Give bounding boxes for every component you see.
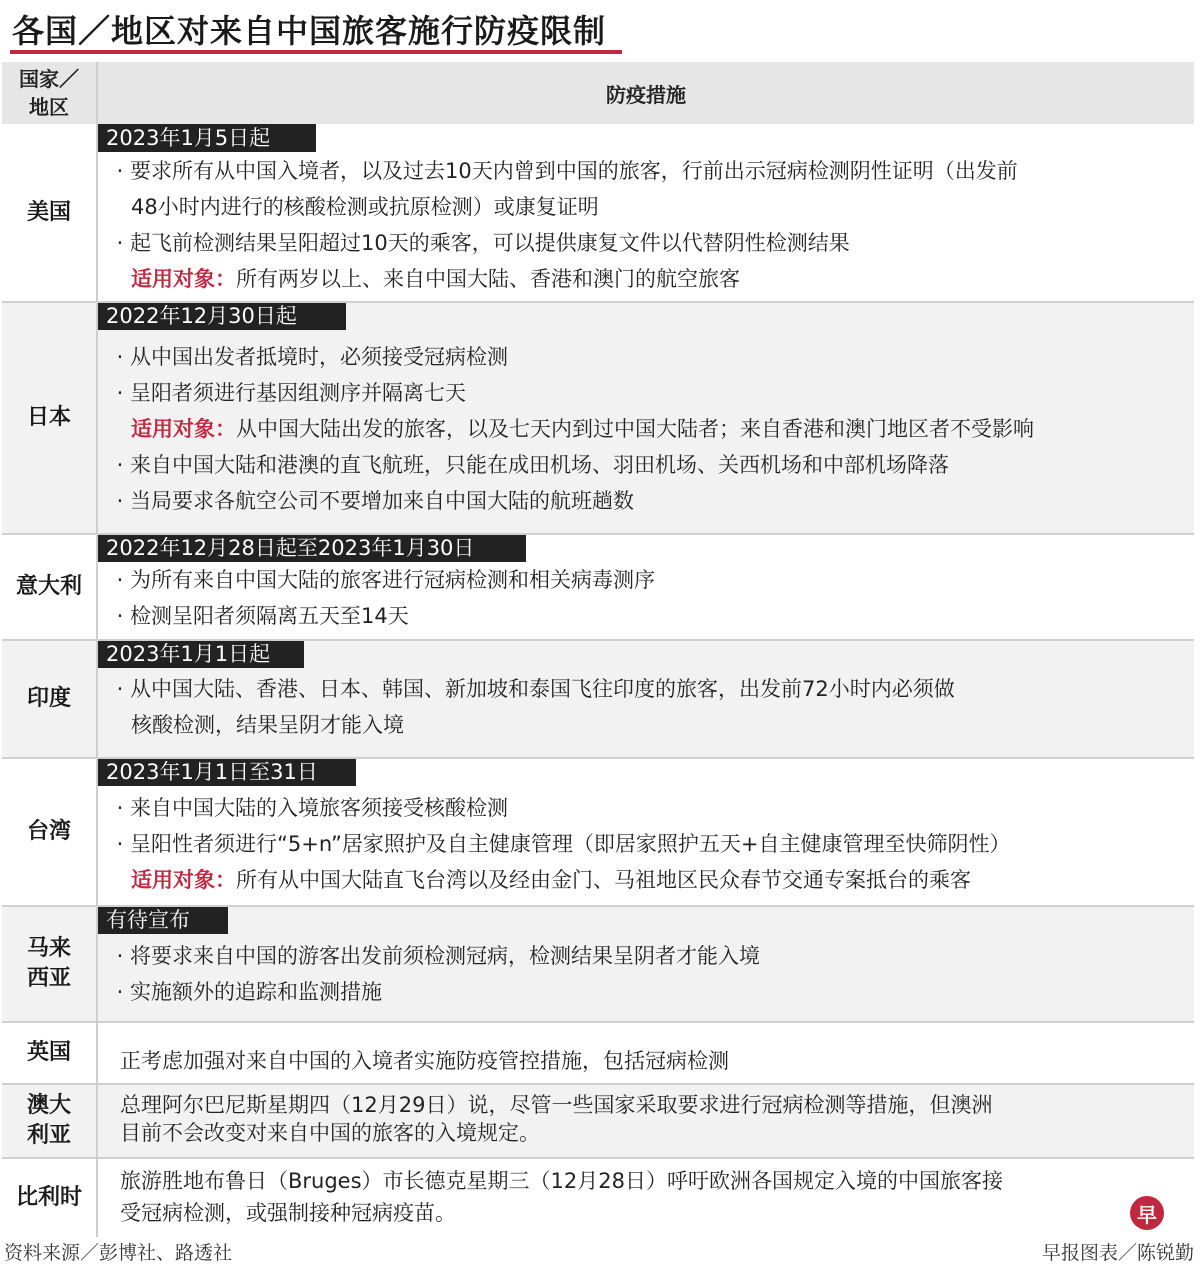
country-name: [2, 1084, 96, 1158]
measure-text: 呈阳者须进行基因组测序并隔离七天: [130, 381, 466, 405]
bullet-dot: ·: [116, 381, 124, 405]
measure-bullet: [110, 378, 466, 408]
table-row: [0, 640, 1196, 758]
country-name-line: 马来: [26, 936, 71, 961]
applies-to-label: 适用对象：: [131, 417, 236, 441]
country-name: [2, 302, 96, 534]
measures-cell: [98, 906, 1194, 1022]
measure-text: 来自中国大陆的入境旅客须接受核酸检测: [130, 796, 508, 820]
measure-bullet: [110, 601, 409, 631]
header-country-line2: 地区: [29, 95, 69, 119]
bullet-dot: ·: [116, 453, 124, 477]
measure-bullet: [110, 486, 634, 516]
country-name-line: 美国: [26, 200, 71, 225]
country-name-line: 英国: [26, 1040, 71, 1065]
row-divider: [2, 639, 1194, 641]
effective-date-badge: 2023年1月1日起: [98, 640, 304, 668]
country-name: [2, 906, 96, 1022]
country-name-line: 西亚: [26, 966, 71, 991]
title-area: [0, 0, 1200, 62]
applies-to-text: 所有两岁以上、来自中国大陆、香港和澳门的航空旅客: [236, 267, 740, 291]
measure-text: 目前不会改变对来自中国的旅客的入境规定。: [120, 1121, 540, 1145]
row-divider: [2, 1083, 1194, 1085]
applies-to-line: [131, 865, 971, 895]
measure-text: 总理阿尔巴尼斯星期四（12月29日）说，尽管一些国家采取要求进行冠病检测等措施，但澳洲: [120, 1093, 993, 1117]
measure-text: 旅游胜地布鲁日（Bruges）市长德克星期三（12月28日）呼吁欧洲各国规定入境的中国旅客接: [120, 1169, 1003, 1193]
bullet-dot: ·: [116, 980, 124, 1004]
table-row: [0, 1158, 1196, 1237]
row-divider: [2, 757, 1194, 759]
effective-date-badge: 2023年1月5日起: [98, 124, 316, 152]
measure-bullet: [110, 793, 508, 823]
bullet-dot: ·: [116, 832, 124, 856]
column-divider: [96, 62, 98, 1237]
country-name-line: 利亚: [26, 1123, 71, 1148]
country-name: [2, 534, 96, 640]
table-row: [0, 1084, 1196, 1158]
measure-continuation: 核酸检测，结果呈阴才能入境: [131, 713, 404, 737]
bullet-dot: ·: [116, 568, 124, 592]
zaobao-logo: 早: [1130, 1196, 1164, 1230]
page-title: 各国／地区对来自中国旅客施行防疫限制: [12, 12, 607, 50]
table-row: [0, 1022, 1196, 1084]
measures-cell: [98, 1158, 1194, 1237]
measure-bullet: [110, 829, 1010, 859]
measure-bullet: [110, 674, 955, 704]
country-name: [2, 758, 96, 906]
country-name-line: 日本: [26, 405, 71, 430]
measure-text: 呈阳性者须进行“5+n”居家照护及自主健康管理（即居家照护五天+自主健康管理至快筛阴性）: [130, 832, 1011, 856]
measure-text: 当局要求各航空公司不要增加来自中国大陆的航班趟数: [130, 489, 634, 513]
table-header: [0, 62, 1196, 124]
country-name-line: 澳大: [26, 1093, 71, 1118]
measures-cell: [98, 640, 1194, 758]
measures-cell: [98, 534, 1194, 640]
applies-to-text: 所有从中国大陆直飞台湾以及经由金门、马祖地区民众春节交通专案抵台的乘客: [236, 868, 971, 892]
measure-text: 要求所有从中国入境者，以及过去10天内曾到中国的旅客，行前出示冠病检测阴性证明（出发前: [130, 159, 1018, 183]
table-row: [0, 302, 1196, 534]
measure-text: 检测呈阳者须隔离五天至14天: [130, 604, 409, 628]
applies-to-label: 适用对象：: [131, 267, 236, 291]
measure-bullet: [110, 565, 655, 595]
measure-continuation: 48小时内进行的核酸检测或抗原检测）或康复证明: [131, 195, 599, 219]
country-name-line: 意大利: [15, 574, 82, 599]
country-name-line: 台湾: [26, 819, 71, 844]
measures-cell: [98, 758, 1194, 906]
measure-text: 来自中国大陆和港澳的直飞航班，只能在成田机场、羽田机场、关西机场和中部机场降落: [130, 453, 949, 477]
table-row: [0, 534, 1196, 640]
country-name: [2, 1158, 96, 1237]
measure-bullet: [110, 977, 382, 1007]
row-divider: [2, 301, 1194, 303]
measure-bullet: [110, 941, 760, 971]
country-name: [2, 640, 96, 758]
measure-bullet: [110, 228, 850, 258]
applies-to-line: [131, 264, 740, 294]
measure-text: 正考虑加强对来自中国的入境者实施防疫管控措施，包括冠病检测: [120, 1049, 729, 1073]
measure-text: 实施额外的追踪和监测措施: [130, 980, 382, 1004]
country-name-line: 印度: [26, 686, 71, 711]
source-note: 资料来源／彭博社、路透社: [4, 1242, 233, 1264]
measures-cell: [98, 1022, 1194, 1084]
header-measures: 防疫措施: [98, 62, 1194, 124]
measure-text: 从中国大陆、香港、日本、韩国、新加坡和泰国飞往印度的旅客，出发前72小时内必须做: [130, 677, 955, 701]
measure-text: 受冠病检测，或强制接种冠病疫苗。: [120, 1201, 456, 1225]
row-divider: [2, 1157, 1194, 1159]
effective-date-badge: 2022年12月28日起至2023年1月30日: [98, 534, 526, 562]
table-row: [0, 758, 1196, 906]
bullet-dot: ·: [116, 796, 124, 820]
graphic-credit: 早报图表／陈锐勤: [1041, 1242, 1194, 1264]
measure-text: 起飞前检测结果呈阳超过10天的乘客，可以提供康复文件以代替阴性检测结果: [130, 231, 850, 255]
measure-text: 将要求来自中国的游客出发前须检测冠病，检测结果呈阴者才能入境: [130, 944, 760, 968]
measures-cell: [98, 302, 1194, 534]
table-row: [0, 124, 1196, 302]
effective-date-badge: 2022年12月30日起: [98, 302, 346, 330]
bullet-dot: ·: [116, 604, 124, 628]
bullet-dot: ·: [116, 944, 124, 968]
measure-bullet: [110, 156, 1018, 186]
measure-text: 从中国出发者抵境时，必须接受冠病检测: [130, 345, 508, 369]
bullet-dot: ·: [116, 489, 124, 513]
title-underline: [10, 50, 622, 54]
table-row: [0, 906, 1196, 1022]
applies-to-text: 从中国大陆出发的旅客，以及七天内到过中国大陆者；来自香港和澳门地区者不受影响: [236, 417, 1034, 441]
applies-to-line: [131, 414, 1034, 444]
header-country-line1: 国家／: [19, 67, 79, 91]
applies-to-label: 适用对象：: [131, 868, 236, 892]
effective-date-badge: 有待宣布: [98, 906, 228, 934]
measures-cell: [98, 1084, 1194, 1158]
row-divider: [2, 533, 1194, 535]
country-name: [2, 124, 96, 302]
row-divider: [2, 1021, 1194, 1023]
measure-bullet: [110, 450, 949, 480]
bullet-dot: ·: [116, 231, 124, 255]
country-name-line: 比利时: [15, 1184, 82, 1210]
bullet-dot: ·: [116, 677, 124, 701]
bullet-dot: ·: [116, 159, 124, 183]
bullet-dot: ·: [116, 345, 124, 369]
measure-bullet: [110, 342, 508, 372]
measure-text: 为所有来自中国大陆的旅客进行冠病检测和相关病毒测序: [130, 568, 655, 592]
row-divider: [2, 905, 1194, 907]
measures-cell: [98, 124, 1194, 302]
country-name: [2, 1022, 96, 1084]
header-country: [2, 62, 96, 124]
effective-date-badge: 2023年1月1日至31日: [98, 758, 356, 786]
footer: [0, 1238, 1200, 1264]
